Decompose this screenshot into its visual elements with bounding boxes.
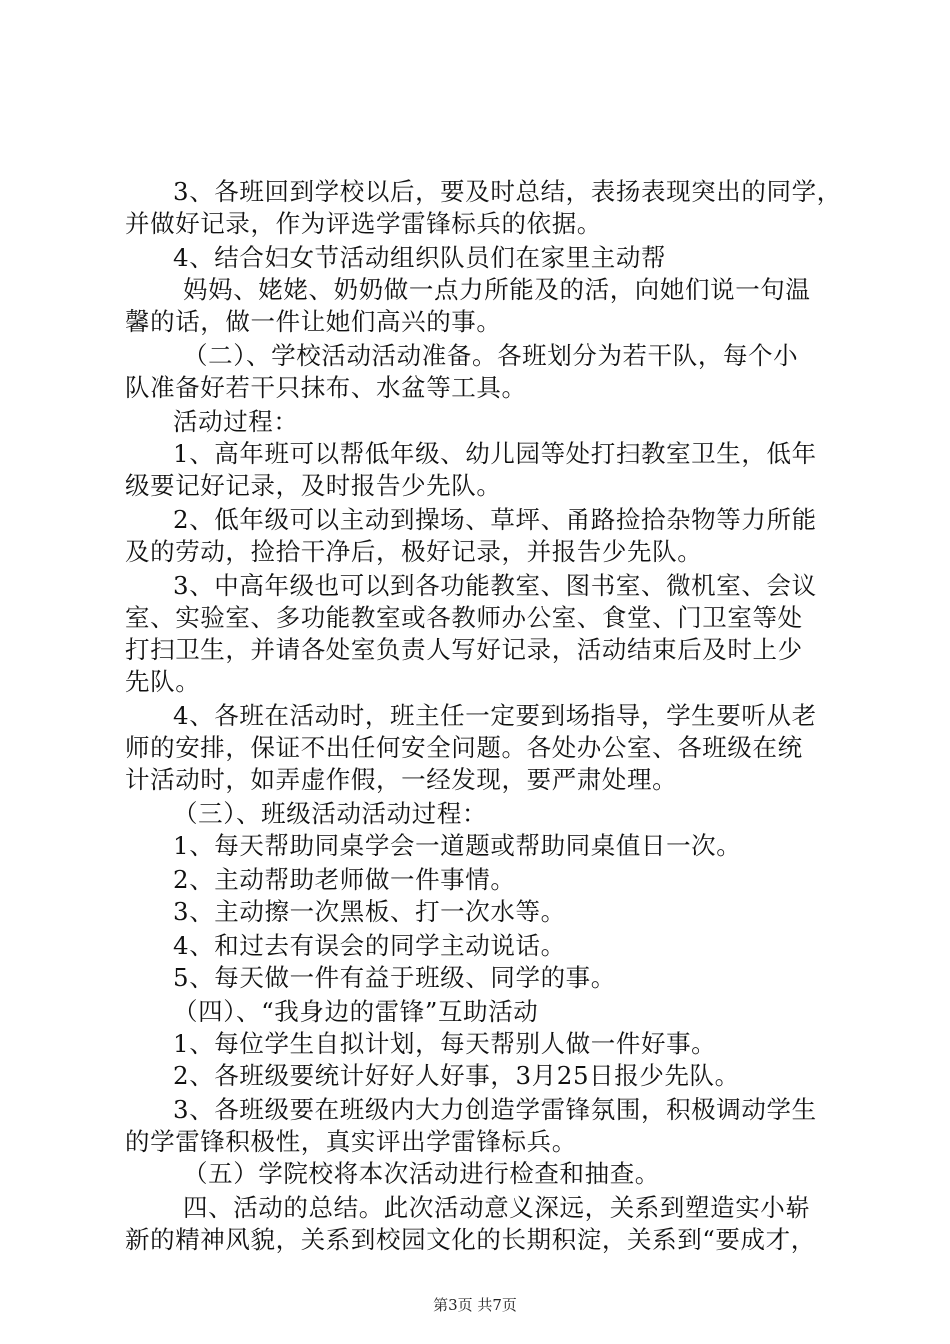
text-line: （四）、“我身边的雷锋”互助活动: [173, 997, 539, 1026]
text-line: 馨的话，做一件让她们高兴的事。: [125, 307, 502, 336]
text-line: 先队。: [125, 667, 201, 696]
text-line: 3、各班级要在班级内大力创造学雷锋氛围，积极调动学生: [173, 1095, 817, 1124]
text-line: 室、实验室、多功能教室或各教师办公室、食堂、门卫室等处: [125, 603, 803, 632]
text-line: 级要记好记录，及时报告少先队。: [125, 471, 502, 500]
text-line: 4、结合妇女节活动组织队员们在家里主动帮: [173, 243, 667, 272]
text-line: 1、每天帮助同桌学会一道题或帮助同桌值日一次。: [173, 831, 742, 860]
text-line: 3、各班回到学校以后，要及时总结，表扬表现突出的同学，: [173, 177, 842, 206]
text-line: （二）、学校活动活动准备。各班划分为若干队，每个小: [183, 341, 799, 370]
text-line: 及的劳动，捡拾干净后，极好记录，并报告少先队。: [125, 537, 703, 566]
text-line: 妈妈、姥姥、奶奶做一点力所能及的活，向她们说一句温: [183, 275, 811, 304]
text-line: 1、每位学生自拟计划，每天帮别人做一件好事。: [173, 1029, 717, 1058]
text-line: 2、各班级要统计好好人好事，3月25日报少先队。: [173, 1061, 740, 1090]
text-line: 队准备好若干只抹布、水盆等工具。: [125, 373, 527, 402]
text-line: 师的安排，保证不出任何安全问题。各处办公室、各班级在统: [125, 733, 803, 762]
text-line: （三）、班级活动活动过程：: [173, 799, 488, 828]
text-line: 新的精神风貌，关系到校园文化的长期积淀，关系到“要成才，: [125, 1225, 816, 1254]
text-line: 5、每天做一件有益于班级、同学的事。: [173, 963, 616, 992]
text-line: 3、主动擦一次黑板、打一次水等。: [173, 897, 566, 926]
text-line: （五）学院校将本次活动进行检查和抽查。: [183, 1159, 660, 1188]
text-line: 2、低年级可以主动到操场、草坪、甬路捡拾杂物等力所能: [173, 505, 817, 534]
text-line: 1、高年班可以帮低年级、幼儿园等处打扫教室卫生，低年: [173, 439, 817, 468]
text-line: 打扫卫生，并请各处室负责人写好记录，活动结束后及时上少: [125, 635, 803, 664]
text-line: 2、主动帮助老师做一件事情。: [173, 865, 516, 894]
text-line: 4、和过去有误会的同学主动说话。: [173, 931, 566, 960]
text-line: 的学雷锋积极性，真实评出学雷锋标兵。: [125, 1127, 577, 1156]
text-line: 计活动时，如弄虚作假，一经发现，要严肃处理。: [125, 765, 678, 794]
text-line: 3、中高年级也可以到各功能教室、图书室、微机室、会议: [173, 571, 817, 600]
text-line: 4、各班在活动时，班主任一定要到场指导，学生要听从老: [173, 701, 817, 730]
text-line: 并做好记录，作为评选学雷锋标兵的依据。: [125, 209, 602, 238]
text-line: 四、活动的总结。此次活动意义深远，关系到塑造实小崭: [183, 1193, 811, 1222]
page-footer: 第3页 共7页: [433, 1296, 517, 1314]
text-line: 活动过程：: [173, 407, 299, 436]
